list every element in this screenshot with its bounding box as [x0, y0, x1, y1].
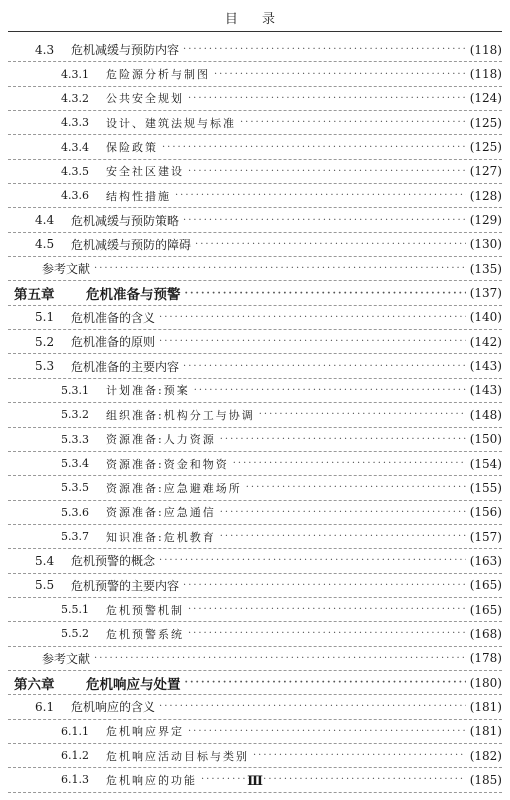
toc-entry-page: (178) — [469, 651, 502, 666]
toc-entry — [8, 354, 502, 378]
toc-entry — [8, 501, 502, 525]
toc-entry-title: 危机预警系统 — [106, 627, 184, 641]
toc-entry-label — [8, 333, 155, 350]
toc-leader-dots — [159, 312, 466, 323]
toc-leader-dots — [240, 117, 466, 128]
toc-entry — [8, 598, 502, 622]
toc-entry-title: 公共安全规划 — [106, 92, 184, 106]
toc-entry-page: (118) — [469, 42, 502, 57]
toc-entry-page: (130) — [469, 237, 502, 252]
toc-entry — [8, 135, 502, 159]
toc-entry-label — [8, 236, 191, 253]
toc-leader-dots — [185, 677, 466, 688]
toc-entry-page: (165) — [469, 602, 502, 617]
toc-entry-number: 4.3.4 — [61, 140, 89, 154]
toc-entry-title: 危机响应活动目标与类别 — [106, 749, 249, 763]
toc-leader-dots — [188, 604, 466, 615]
toc-leader-dots — [183, 44, 466, 55]
toc-leader-dots — [159, 701, 466, 712]
toc-entry-label — [8, 748, 249, 764]
toc-entry — [8, 281, 502, 305]
toc-entry-number: 第六章 — [14, 676, 55, 693]
toc-entry-title: 危机准备的原则 — [71, 335, 156, 350]
header-rule — [8, 31, 502, 32]
toc-entry-number: 5.3 — [35, 359, 55, 374]
toc-entry-label — [8, 577, 179, 594]
toc-leader-dots — [195, 239, 466, 250]
toc-leader-dots — [159, 336, 466, 347]
toc-entry-title: 资源准备:资金和物资 — [106, 457, 229, 471]
toc-entry-label — [8, 163, 184, 179]
toc-entry — [8, 525, 502, 549]
toc-entry-page: (157) — [469, 529, 502, 544]
toc-entry-number: 4.3 — [35, 42, 55, 57]
toc-entry-label — [8, 529, 216, 545]
toc-entry-page: (181) — [469, 724, 502, 739]
toc-entry-number: 4.3.2 — [61, 91, 89, 105]
toc-entry-number: 5.2 — [35, 334, 55, 349]
toc-entry — [8, 330, 502, 354]
toc-entry — [8, 257, 502, 281]
toc-entry — [8, 160, 502, 184]
toc-entry-number: 5.3.5 — [61, 481, 89, 495]
toc-entry-number: 5.3.7 — [61, 530, 89, 544]
toc-entry-title: 计划准备:预案 — [106, 384, 190, 398]
toc-entry-label — [8, 90, 184, 106]
toc-entry-page: (143) — [469, 383, 502, 398]
toc-entry-page: (143) — [469, 359, 502, 374]
toc-entry-label — [8, 283, 181, 303]
toc-entry — [8, 622, 502, 646]
toc-entry-label — [8, 188, 171, 204]
toc-entry-label — [8, 358, 179, 375]
toc-leader-dots — [220, 434, 466, 445]
toc-entry — [8, 452, 502, 476]
toc-leader-dots — [220, 531, 466, 542]
toc-entry-number: 5.5.2 — [61, 627, 89, 641]
toc-entry-title: 危机预警的主要内容 — [71, 578, 180, 593]
toc-entry — [8, 306, 502, 330]
toc-leader-dots — [214, 69, 466, 80]
toc-entry — [8, 62, 502, 86]
toc-entry-page: (185) — [469, 772, 502, 787]
toc-entry-number: 6.1.1 — [61, 724, 89, 738]
toc-entry-number: 6.1 — [35, 699, 55, 714]
toc-entry-title: 危险源分析与制图 — [106, 68, 210, 82]
toc-entry — [8, 87, 502, 111]
toc-leader-dots — [259, 409, 466, 420]
toc-leader-dots — [94, 263, 466, 274]
toc-entry-title: 资源准备:应急通信 — [106, 506, 216, 520]
toc-entry-page: (150) — [469, 432, 502, 447]
toc-entry-label — [8, 698, 155, 715]
toc-entry-page: (127) — [469, 164, 502, 179]
toc-entry-title: 危机准备与预警 — [86, 287, 181, 304]
toc-entry-label — [8, 723, 184, 739]
toc-entry-page: (142) — [469, 334, 502, 349]
toc-entry — [8, 184, 502, 208]
toc-entry-number: 5.3.3 — [61, 432, 89, 446]
toc-entry-label — [8, 504, 216, 520]
toc-entry-label — [8, 552, 155, 569]
toc-entry-number: 5.3.6 — [61, 505, 89, 519]
toc-entry-title: 危机响应与处置 — [86, 676, 181, 693]
toc-entry-label — [8, 66, 210, 82]
toc-entry-number: 5.3.4 — [61, 457, 89, 471]
toc-leader-dots — [188, 628, 466, 639]
toc-entry-label — [8, 115, 236, 131]
toc-entry-title: 参考文献 — [42, 651, 91, 666]
toc-entry-title: 危机预警的概念 — [71, 554, 156, 569]
toc-leader-dots — [175, 190, 466, 201]
toc-entry — [8, 695, 502, 719]
toc-entry — [8, 549, 502, 573]
toc-entry-label — [8, 602, 184, 618]
toc-entry-number: 4.3.6 — [61, 189, 89, 203]
toc-entry-label — [8, 212, 179, 229]
toc-entry-number: 5.1 — [35, 310, 55, 325]
toc-entry-title: 组织准备:机构分工与协调 — [106, 408, 255, 422]
toc-entry-title: 资源准备:应急避难场所 — [106, 481, 242, 495]
toc-entry-number: 第五章 — [14, 287, 55, 304]
toc-entry-title: 保险政策 — [106, 141, 158, 155]
toc-entry-number: 4.5 — [35, 237, 55, 252]
toc-entry-label — [8, 431, 216, 447]
toc-leader-dots — [183, 580, 466, 591]
toc-entry-number: 4.3.5 — [61, 164, 89, 178]
toc-leader-dots — [246, 482, 466, 493]
toc-entry-label — [8, 407, 255, 423]
table-of-contents — [0, 38, 510, 793]
toc-entry-number: 5.4 — [35, 553, 55, 568]
toc-entry — [8, 720, 502, 744]
toc-entry-title: 危机准备的主要内容 — [71, 359, 180, 374]
toc-entry-page: (181) — [469, 699, 502, 714]
toc-entry-label — [8, 309, 155, 326]
toc-entry — [8, 233, 502, 257]
toc-entry-number: 5.3.2 — [61, 408, 89, 422]
toc-entry-title: 参考文献 — [42, 262, 91, 277]
toc-leader-dots — [94, 653, 466, 664]
toc-entry-label — [8, 626, 184, 642]
toc-leader-dots — [188, 166, 466, 177]
toc-entry — [8, 744, 502, 768]
toc-entry — [8, 476, 502, 500]
toc-leader-dots — [194, 385, 466, 396]
toc-entry-label — [8, 382, 190, 398]
toc-leader-dots — [185, 288, 466, 299]
toc-entry-title: 危机预警机制 — [106, 603, 184, 617]
toc-entry-title: 危机减缓与预防内容 — [71, 43, 180, 58]
toc-entry-page: (163) — [469, 553, 502, 568]
toc-entry — [8, 671, 502, 695]
toc-entry-title: 资源准备:人力资源 — [106, 433, 216, 447]
toc-entry-title: 危机准备的含义 — [71, 310, 156, 325]
toc-entry-title: 危机响应的功能 — [106, 773, 197, 787]
toc-leader-dots — [188, 93, 466, 104]
toc-leader-dots — [188, 726, 466, 737]
toc-entry-title: 知识准备:危机教育 — [106, 530, 216, 544]
toc-entry-number: 6.1.2 — [61, 749, 89, 763]
toc-entry-label — [8, 480, 242, 496]
toc-entry-page: (125) — [469, 115, 502, 130]
toc-leader-dots — [183, 361, 466, 372]
toc-leader-dots — [162, 142, 466, 153]
toc-entry-label — [8, 650, 90, 667]
toc-entry — [8, 574, 502, 598]
toc-entry-page: (156) — [469, 505, 502, 520]
toc-entry-page: (124) — [469, 91, 502, 106]
toc-entry-page: (137) — [469, 286, 502, 301]
toc-entry-label — [8, 673, 181, 693]
page-header-title: 目 录 — [224, 12, 286, 27]
toc-entry-label — [8, 139, 158, 155]
toc-entry-page: (128) — [469, 188, 502, 203]
toc-entry-title: 危机响应的含义 — [71, 700, 156, 715]
toc-entry-title: 危机减缓与预防策略 — [71, 213, 180, 228]
toc-leader-dots — [233, 458, 466, 469]
toc-entry-page: (154) — [469, 456, 502, 471]
toc-entry-number: 4.4 — [35, 213, 55, 228]
toc-entry-page: (135) — [469, 261, 502, 276]
toc-entry-page: (125) — [469, 140, 502, 155]
toc-entry-page: (168) — [469, 626, 502, 641]
toc-leader-dots — [159, 555, 466, 566]
toc-entry — [8, 647, 502, 671]
toc-entry-number: 6.1.3 — [61, 773, 89, 787]
toc-entry — [8, 428, 502, 452]
toc-entry-title: 危机减缓与预防的障碍 — [71, 237, 192, 252]
toc-entry-number: 5.5.1 — [61, 603, 89, 617]
toc-entry-title: 安全社区建设 — [106, 165, 184, 179]
toc-entry-label — [8, 456, 229, 472]
toc-entry-page: (129) — [469, 213, 502, 228]
toc-entry-label — [8, 41, 179, 58]
toc-leader-dots — [183, 215, 466, 226]
toc-entry-title: 结构性措施 — [106, 189, 171, 203]
page-number-footer: Ⅲ — [247, 774, 263, 789]
toc-entry-page: (140) — [469, 310, 502, 325]
toc-entry-number: 4.3.1 — [61, 67, 89, 81]
toc-entry-number: 5.3.1 — [61, 383, 89, 397]
toc-leader-dots — [253, 750, 466, 761]
toc-entry-page: (155) — [469, 480, 502, 495]
toc-entry-title: 设计、建筑法规与标准 — [106, 116, 236, 130]
toc-entry-page: (148) — [469, 407, 502, 422]
toc-entry — [8, 38, 502, 62]
toc-entry-number: 4.3.3 — [61, 116, 89, 130]
toc-entry — [8, 111, 502, 135]
toc-entry — [8, 403, 502, 427]
toc-entry-page: (118) — [469, 67, 502, 82]
toc-entry-page: (180) — [469, 675, 502, 690]
toc-entry-number: 5.5 — [35, 578, 55, 593]
toc-entry — [8, 208, 502, 232]
toc-entry-title: 危机响应界定 — [106, 725, 184, 739]
toc-entry-page: (182) — [469, 748, 502, 763]
toc-entry-page: (165) — [469, 578, 502, 593]
toc-entry — [8, 379, 502, 403]
toc-leader-dots — [220, 507, 466, 518]
toc-entry-label — [8, 260, 90, 277]
